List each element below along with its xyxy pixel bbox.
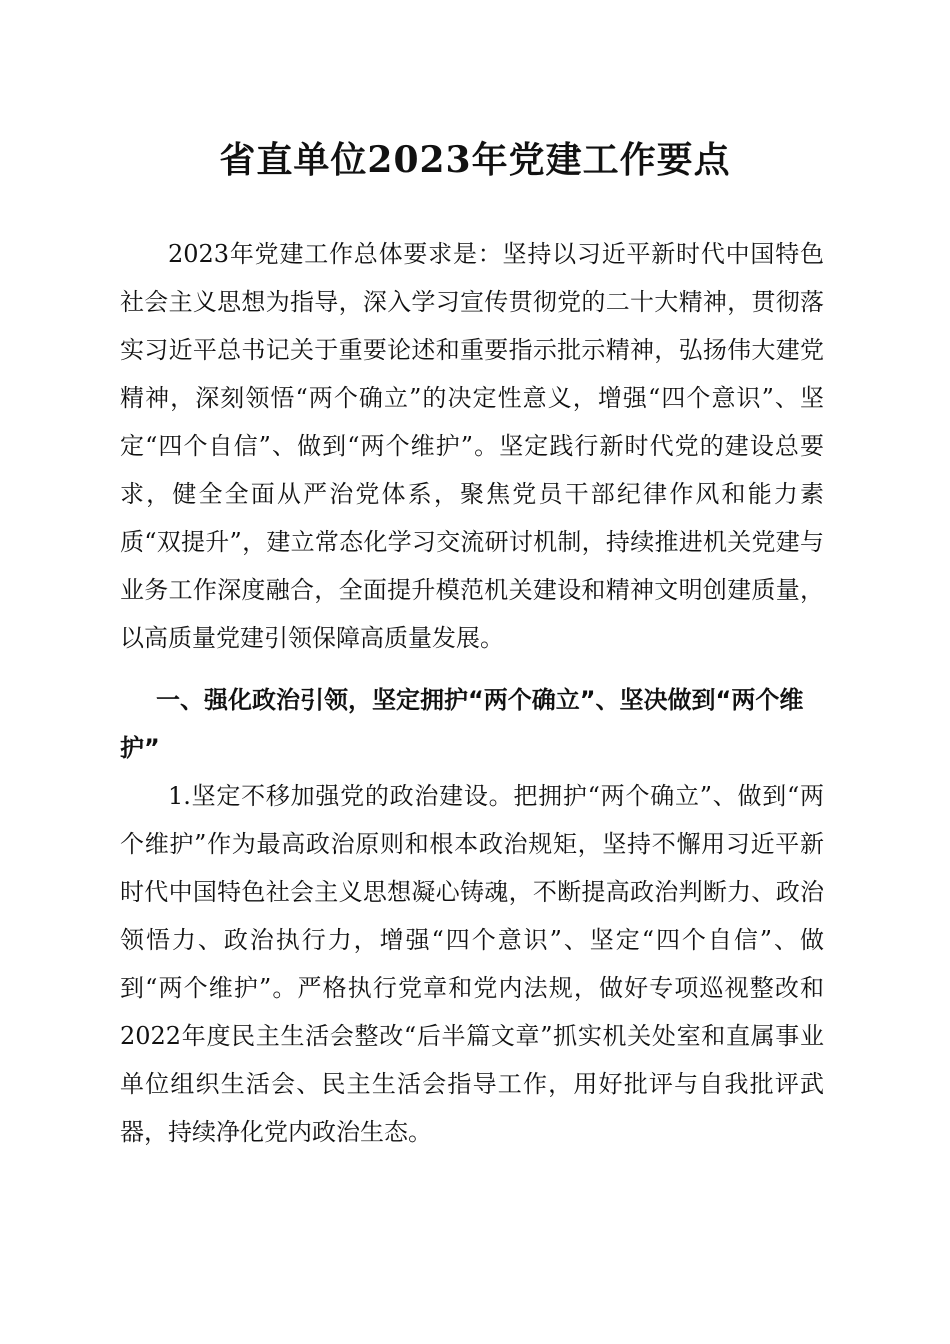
section-item-paragraph: 1.坚定不移加强党的政治建设。把拥护“两个确立”、做到“两个维护”作为最高政治原则和根本政治规矩，坚持不懈用习近平新时代中国特色社会主义思想凝心铸魂，不断提高政治判断力、政治领悟力、政治执行力，增强“四个意识”、坚定“四个自信”、做到“两个维护”。严格执行党章和党内法规，做好专项巡视整改和2022年度民主生活会整改“后半篇文章”抓实机关处室和直属事业单位组织生活会、民主生活会指导工作，用好批评与自我批评武器，持续净化党内政治生态。 xyxy=(120,782,824,1146)
section-heading: 一、强化政治引领，坚定拥护“两个确立”、坚决做到“两个维护” xyxy=(120,686,804,762)
intro-paragraph: 2023年党建工作总体要求是：坚持以习近平新时代中国特色社会主义思想为指导，深入学习宣传贯彻党的二十大精神，贯彻落实习近平总书记关于重要论述和重要指示批示精神，弘扬伟大建党精神，深刻领悟“两个确立”的决定性意义，增强“四个意识”、坚定“四个自信”、做到“两个维护”。坚定践行新时代党的建设总要求，健全全面从严治党体系，聚焦党员干部纪律作风和能力素质“双提升”，建立常态化学习交流研讨机制，持续推进机关党建与业务工作深度融合，全面提升模范机关建设和精神文明创建质量，以高质量党建引领保障高质量发展。 xyxy=(120,240,824,652)
document-title: 省直单位2023年党建工作要点 xyxy=(219,139,731,181)
